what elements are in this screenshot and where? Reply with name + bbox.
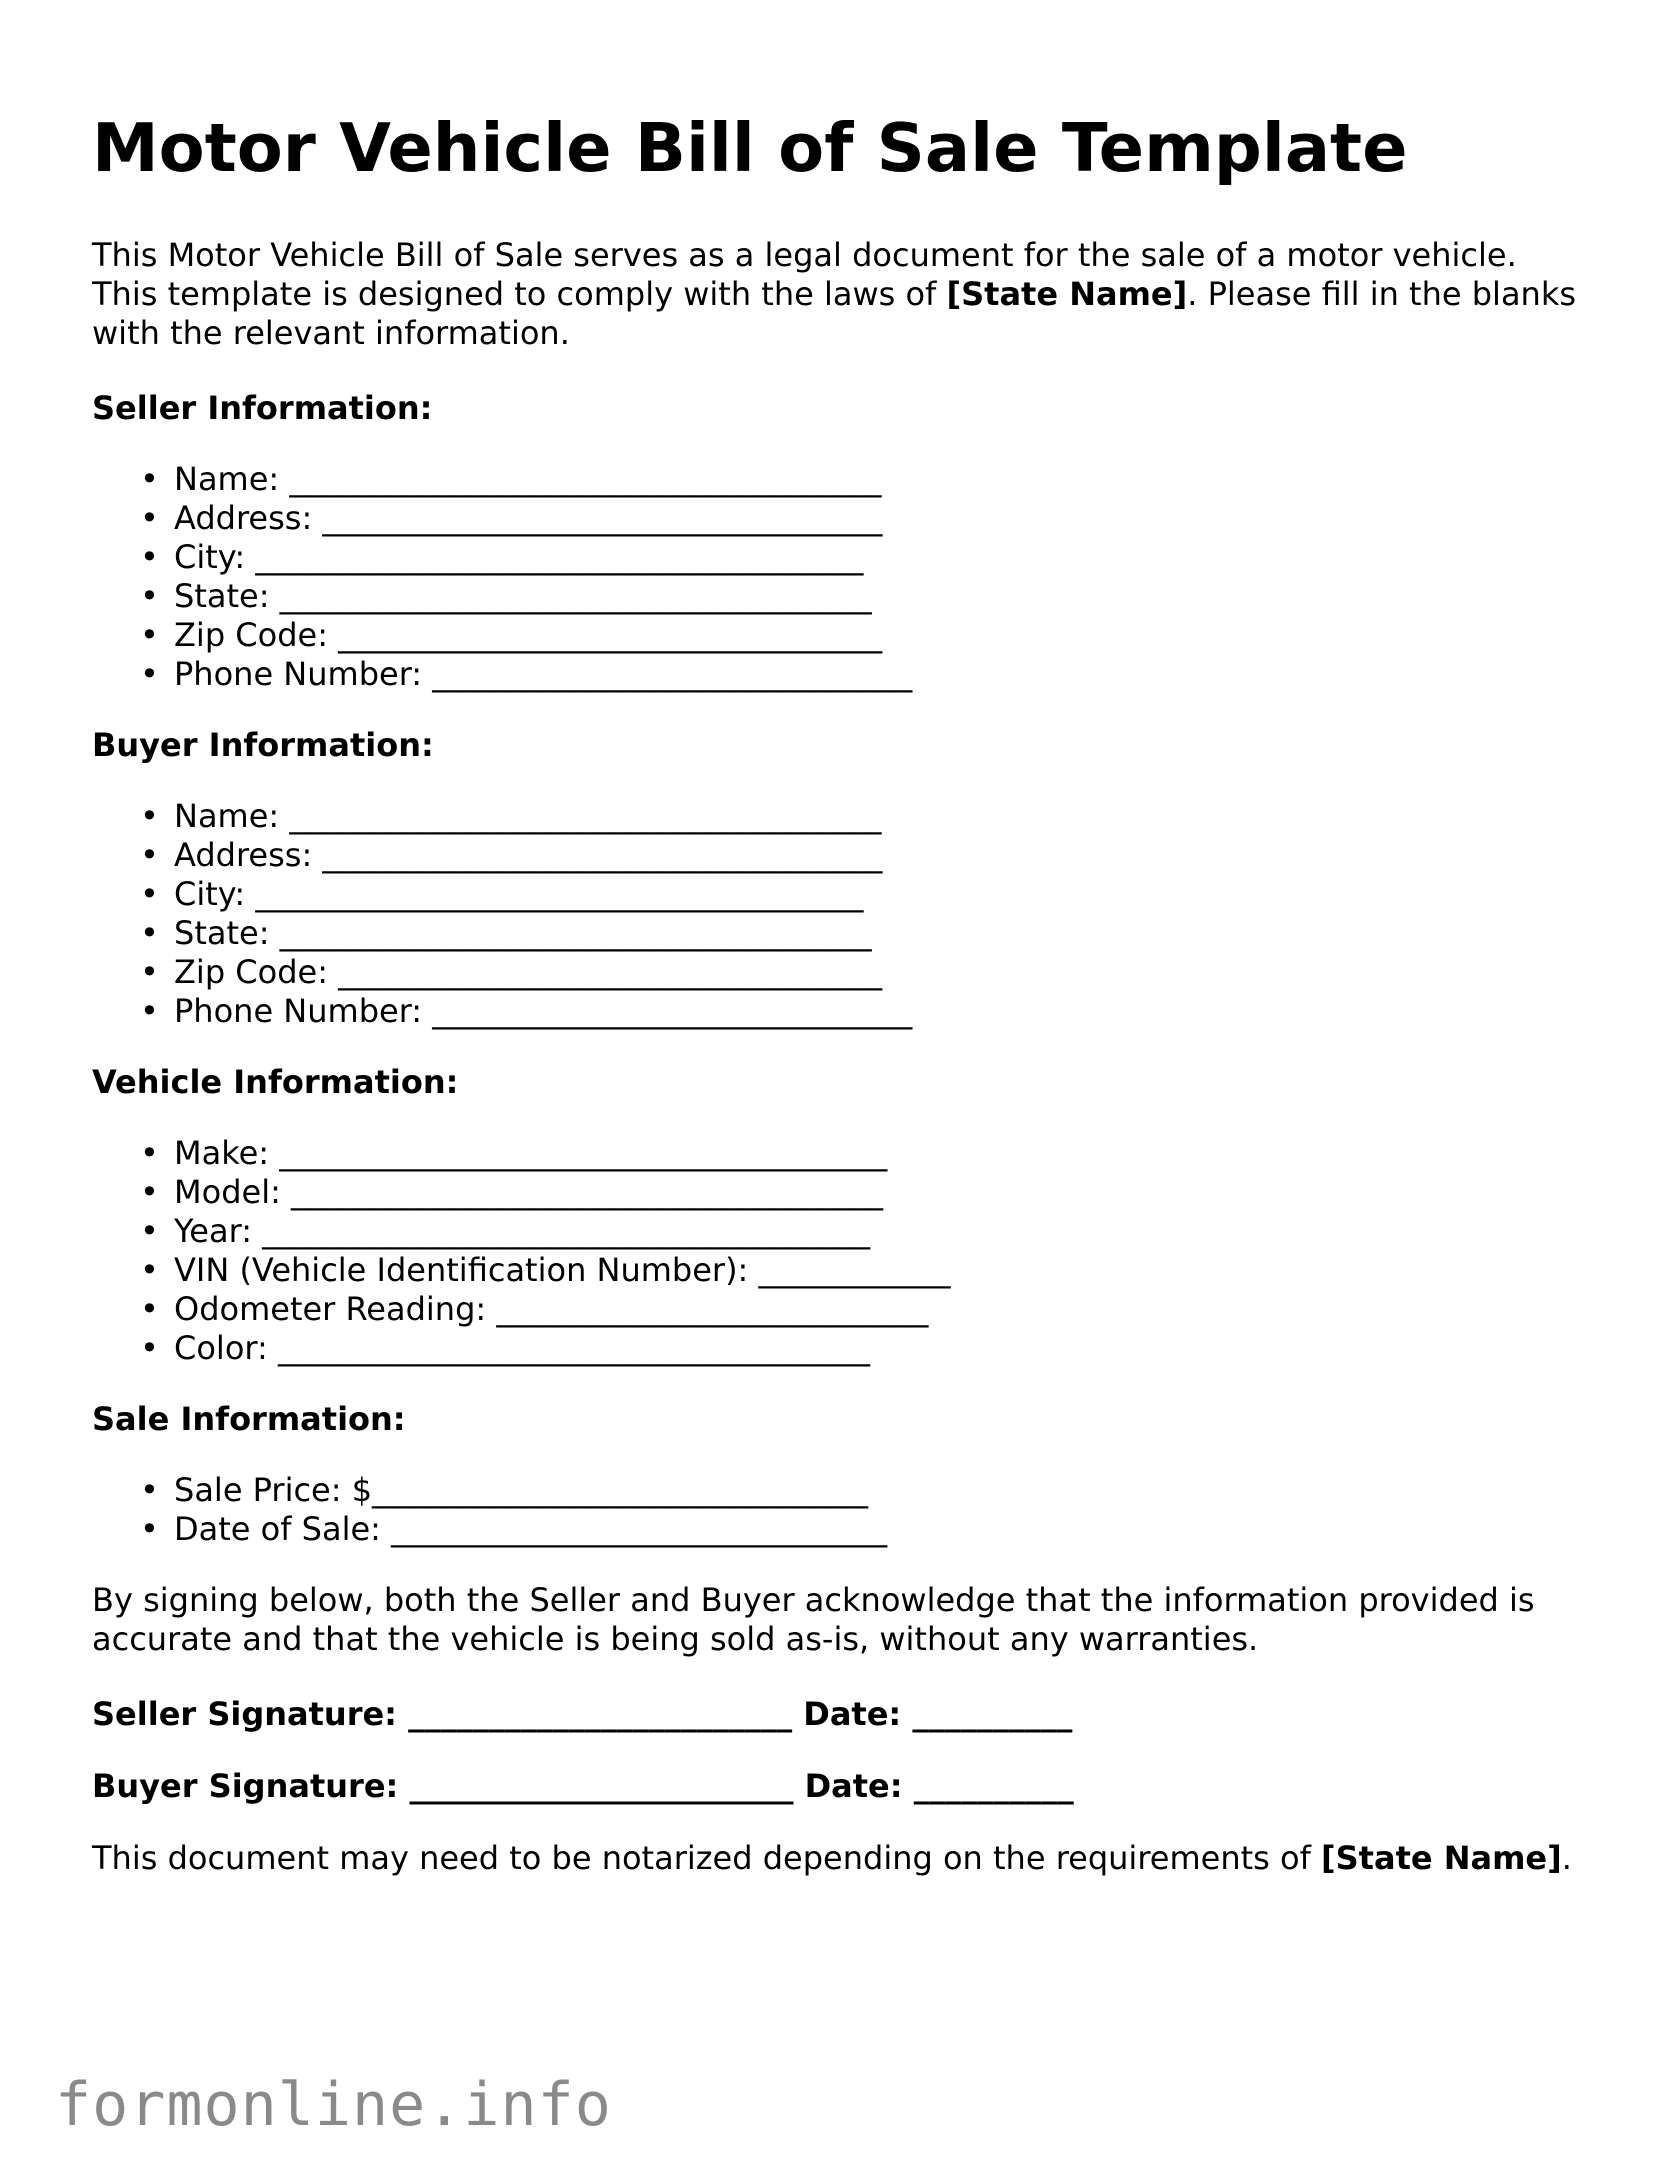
buyer-phone-field[interactable] [92, 992, 1592, 1031]
field-label: Name: _____________________________________ [174, 459, 882, 498]
sale-field-list [92, 1471, 1592, 1549]
bullet-icon: • [140, 537, 159, 576]
intro-text-2: . Please fill in the blanks with the relevant information. [92, 274, 1577, 352]
seller-field-list [92, 460, 1592, 694]
sale-date-field[interactable] [92, 1510, 1592, 1549]
seller-zip-field[interactable] [92, 616, 1592, 655]
bullet-icon: • [140, 615, 159, 654]
field-label: Color: _____________________________________ [174, 1328, 870, 1367]
notary-text-2: . [1561, 1838, 1572, 1877]
field-label: Address: ___________________________________ [174, 835, 883, 874]
field-label: Phone Number: ______________________________ [174, 654, 913, 693]
field-label: Model: _____________________________________ [174, 1172, 884, 1211]
field-label: State: _____________________________________ [174, 913, 872, 952]
bullet-icon: • [140, 913, 159, 952]
field-label: State: _____________________________________ [174, 576, 872, 615]
field-label: Zip Code: __________________________________ [174, 952, 883, 991]
buyer-city-field[interactable] [92, 875, 1592, 914]
watermark: formonline.info [55, 2070, 612, 2140]
bullet-icon: • [140, 1509, 159, 1548]
vehicle-heading: Vehicle Information: [92, 1062, 459, 1101]
notary-state-name: [State Name] [1321, 1838, 1562, 1877]
buyer-zip-field[interactable] [92, 953, 1592, 992]
field-label: Sale Price: $_______________________________ [174, 1470, 869, 1509]
bullet-icon: • [140, 874, 159, 913]
intro-text-1: This Motor Vehicle Bill of Sale serves as a legal document for the sale of a motor vehicle. This template is designed to comply with the laws of [92, 235, 1517, 313]
bullet-icon: • [140, 796, 159, 835]
seller-signature-line[interactable]: Seller Signature: ________________________ Date: __________ [92, 1694, 1073, 1733]
vehicle-field-list [92, 1134, 1592, 1368]
seller-city-field[interactable] [92, 538, 1592, 577]
bullet-icon: • [140, 1470, 159, 1509]
vehicle-model-field[interactable] [92, 1173, 1592, 1212]
bullet-icon: • [140, 1172, 159, 1211]
vehicle-odometer-field[interactable] [92, 1290, 1592, 1329]
acknowledgement-paragraph: By signing below, both the Seller and Buyer acknowledge that the information provided is accurate and that the vehicle is being sold as-is, without any warranties. [92, 1580, 1535, 1658]
intro-paragraph [92, 236, 1592, 353]
field-label: VIN (Vehicle Identification Number): ____________ [174, 1250, 951, 1289]
bill-of-sale-document [92, 109, 1592, 1914]
seller-state-field[interactable] [92, 577, 1592, 616]
field-label: Zip Code: __________________________________ [174, 615, 883, 654]
buyer-heading: Buyer Information: [92, 725, 434, 764]
vehicle-make-field[interactable] [92, 1134, 1592, 1173]
bullet-icon: • [140, 1211, 159, 1250]
vehicle-vin-field[interactable] [92, 1251, 1592, 1290]
field-label: Odometer Reading: ___________________________ [174, 1289, 929, 1328]
notary-text-1: This document may need to be notarized depending on the requirements of [92, 1838, 1321, 1877]
field-label: City: ______________________________________ [174, 537, 864, 576]
bullet-icon: • [140, 498, 159, 537]
field-label: Year: ______________________________________ [174, 1211, 871, 1250]
vehicle-color-field[interactable] [92, 1329, 1592, 1368]
bullet-icon: • [140, 835, 159, 874]
bullet-icon: • [140, 576, 159, 615]
notary-paragraph [92, 1839, 1592, 1878]
bullet-icon: • [140, 991, 159, 1030]
bullet-icon: • [140, 1289, 159, 1328]
buyer-signature-line[interactable]: Buyer Signature: ________________________ Date: __________ [92, 1766, 1074, 1805]
intro-state-name: [State Name] [946, 274, 1188, 313]
vehicle-year-field[interactable] [92, 1212, 1592, 1251]
buyer-state-field[interactable] [92, 914, 1592, 953]
seller-heading: Seller Information: [92, 388, 433, 427]
field-label: Phone Number: ______________________________ [174, 991, 913, 1030]
buyer-field-list [92, 797, 1592, 1031]
field-label: Make: ______________________________________ [174, 1133, 888, 1172]
bullet-icon: • [140, 1250, 159, 1289]
page-title: Motor Vehicle Bill of Sale Template [92, 109, 1408, 187]
bullet-icon: • [140, 1133, 159, 1172]
bullet-icon: • [140, 952, 159, 991]
bullet-icon: • [140, 459, 159, 498]
field-label: Date of Sale: _______________________________ [174, 1509, 888, 1548]
seller-phone-field[interactable] [92, 655, 1592, 694]
seller-address-field[interactable] [92, 499, 1592, 538]
field-label: City: ______________________________________ [174, 874, 864, 913]
field-label: Address: ___________________________________ [174, 498, 883, 537]
field-label: Name: _____________________________________ [174, 796, 882, 835]
sale-price-field[interactable] [92, 1471, 1592, 1510]
bullet-icon: • [140, 1328, 159, 1367]
bullet-icon: • [140, 654, 159, 693]
buyer-address-field[interactable] [92, 836, 1592, 875]
seller-name-field[interactable] [92, 460, 1592, 499]
buyer-name-field[interactable] [92, 797, 1592, 836]
sale-heading: Sale Information: [92, 1399, 406, 1438]
